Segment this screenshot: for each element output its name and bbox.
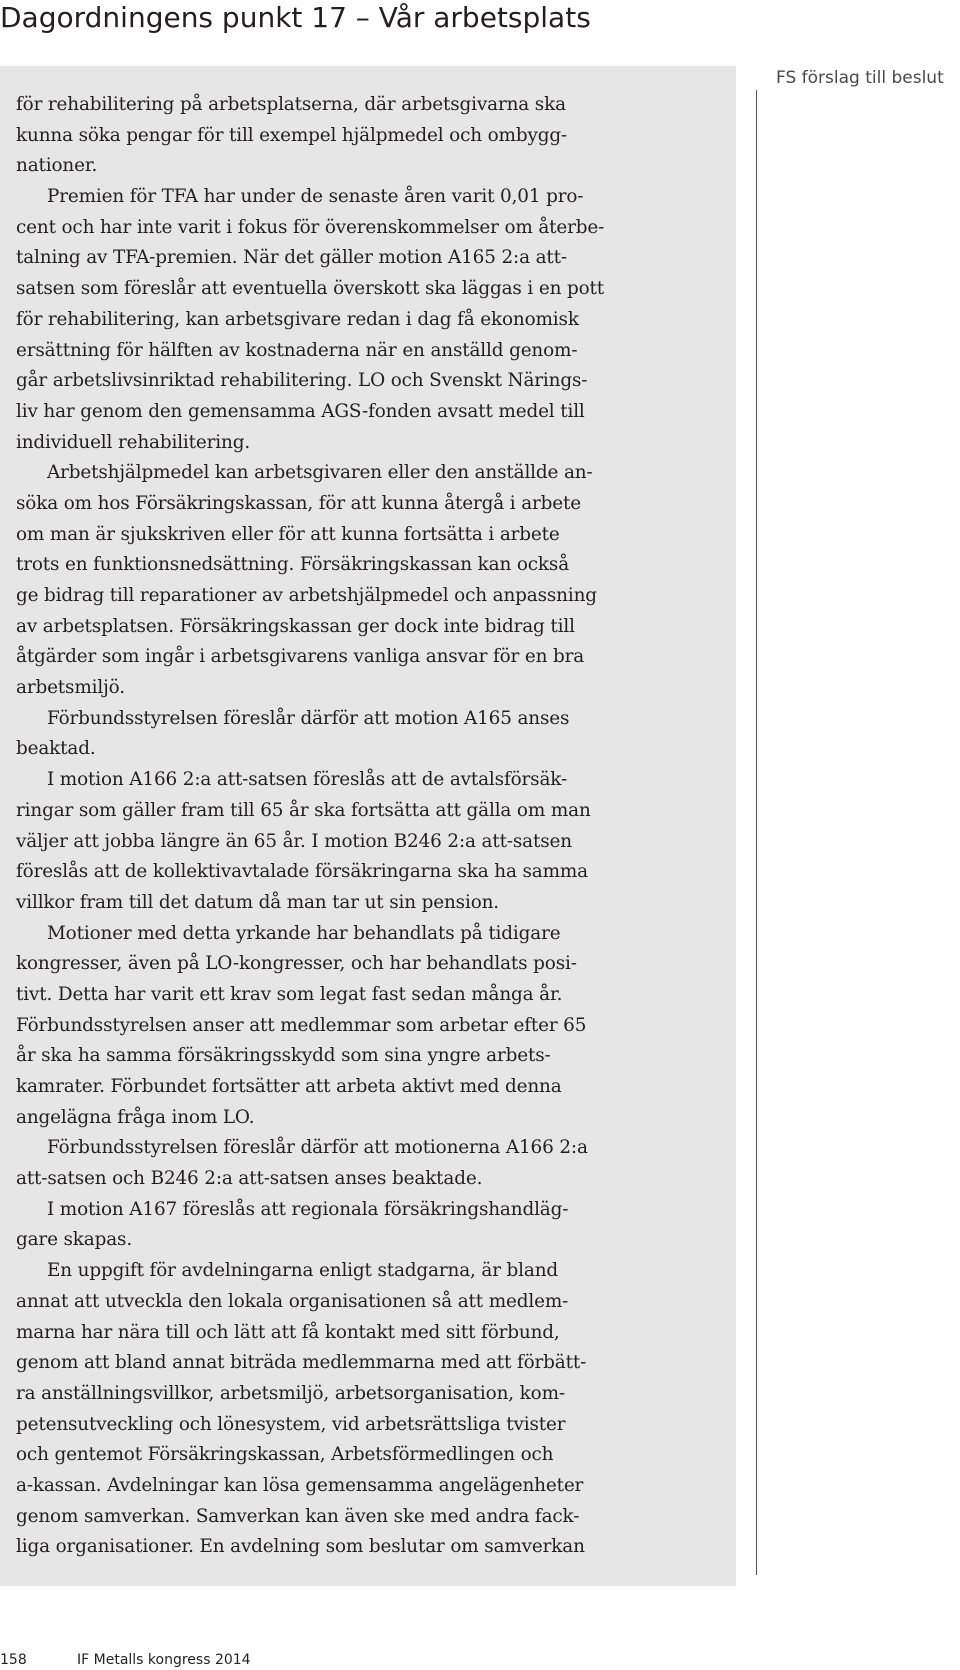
- page-title: Dagordningens punkt 17 – Vår arbetsplats: [0, 1, 591, 34]
- text-line: trots en funktionsnedsättning. Försäkringskassan kan också: [16, 554, 570, 576]
- text-line: a-kassan. Avdelningar kan lösa gemensamma angelägenheter: [16, 1474, 584, 1496]
- text-line: liv har genom den gemensamma AGS-fonden avsatt medel till: [16, 400, 585, 422]
- text-line: villkor fram till det datum då man tar ut sin pension.: [16, 891, 500, 913]
- text-line: ringar som gäller fram till 65 år ska fortsätta att gälla om man: [16, 799, 591, 821]
- text-line: marna har nära till och lätt att få kontakt med sitt förbund,: [16, 1321, 560, 1343]
- text-line: och gentemot Försäkringskassan, Arbetsförmedlingen och: [16, 1444, 554, 1466]
- text-line: tivt. Detta har varit ett krav som legat fast sedan många år.: [16, 983, 563, 1005]
- text-line: kongresser, även på LO-kongresser, och har behandlats posi-: [16, 953, 577, 975]
- text-line: talning av TFA-premien. När det gäller motion A165 2:a att-: [16, 247, 567, 269]
- text-line: individuell rehabilitering.: [16, 431, 251, 453]
- text-line: angelägna fråga inom LO.: [16, 1106, 255, 1128]
- text-line: år ska ha samma försäkringsskydd som sina yngre arbets-: [16, 1045, 551, 1067]
- text-line: om man är sjukskriven eller för att kunna fortsätta i arbete: [16, 523, 560, 545]
- text-line: Förbundsstyrelsen anser att medlemmar som arbetar efter 65: [16, 1014, 587, 1036]
- text-line: genom att bland annat biträda medlemmarna med att förbätt-: [16, 1352, 587, 1374]
- text-line: En uppgift för avdelningarna enligt stadgarna, är bland: [47, 1260, 559, 1282]
- text-line: petensutveckling och lönesystem, vid arbetsrättsliga tvister: [16, 1413, 566, 1435]
- text-line: för rehabilitering på arbetsplatserna, där arbetsgivarna ska: [16, 94, 566, 115]
- text-line: beaktad.: [16, 738, 96, 760]
- side-label: FS förslag till beslut: [776, 68, 944, 88]
- margin-rule: [756, 90, 757, 1575]
- text-line: Förbundsstyrelsen föreslår därför att motion A165 anses: [47, 707, 570, 729]
- text-line: cent och har inte varit i fokus för överenskommelser om återbe-: [16, 216, 605, 238]
- text-line: I motion A167 föreslås att regionala försäkringshandläg-: [47, 1198, 569, 1220]
- text-line: att-satsen och B246 2:a att-satsen anses beaktade.: [16, 1168, 483, 1190]
- text-line: annat att utveckla den lokala organisationen så att medlem-: [16, 1290, 569, 1312]
- text-line: åtgärder som ingår i arbetsgivarens vanliga ansvar för en bra: [16, 646, 585, 668]
- page-number: 158: [0, 1652, 27, 1668]
- page-footer: [0, 1650, 960, 1670]
- text-line: för rehabilitering, kan arbetsgivare redan i dag få ekonomisk: [16, 308, 579, 330]
- text-line: Motioner med detta yrkande har behandlats på tidigare: [47, 922, 561, 944]
- text-line: kunna söka pengar för till exempel hjälpmedel och ombygg-: [16, 124, 567, 146]
- text-line: Premien för TFA har under de senaste åren varit 0,01 pro-: [47, 186, 584, 208]
- text-line: ra anställningsvillkor, arbetsmiljö, arbetsorganisation, kom-: [16, 1382, 565, 1404]
- text-line: gare skapas.: [16, 1229, 133, 1251]
- text-line: liga organisationer. En avdelning som beslutar om samverkan: [16, 1536, 585, 1558]
- text-line: ersättning för hälften av kostnaderna när en anställd genom-: [16, 339, 578, 361]
- text-line: föreslås att de kollektivavtalade försäkringarna ska ha samma: [16, 861, 588, 883]
- text-line: av arbetsplatsen. Försäkringskassan ger dock inte bidrag till: [16, 615, 575, 637]
- text-line: satsen som föreslår att eventuella överskott ska läggas i en pott: [16, 278, 604, 300]
- text-line: I motion A166 2:a att-satsen föreslås att de avtalsförsäk-: [47, 769, 568, 791]
- footer-publication: IF Metalls kongress 2014: [77, 1652, 251, 1668]
- text-line: går arbetslivsinriktad rehabilitering. LO och Svenskt Närings-: [16, 370, 588, 392]
- text-line: arbetsmiljö.: [16, 677, 125, 699]
- text-line: kamrater. Förbundet fortsätter att arbeta aktivt med denna: [16, 1076, 562, 1097]
- text-line: söka om hos Försäkringskassan, för att kunna återgå i arbete: [16, 492, 582, 514]
- text-line: väljer att jobba längre än 65 år. I motion B246 2:a att-satsen: [16, 830, 572, 852]
- text-line: nationer.: [16, 155, 98, 177]
- text-line: Förbundsstyrelsen föreslår därför att motionerna A166 2:a: [47, 1137, 588, 1159]
- motion-text-panel: [0, 66, 736, 1586]
- text-line: ge bidrag till reparationer av arbetshjälpmedel och anpassning: [16, 585, 597, 606]
- body-text: [16, 90, 722, 1563]
- text-line: genom samverkan. Samverkan kan även ske med andra fack-: [16, 1505, 580, 1527]
- text-line: Arbetshjälpmedel kan arbetsgivaren eller den anställde an-: [47, 462, 593, 484]
